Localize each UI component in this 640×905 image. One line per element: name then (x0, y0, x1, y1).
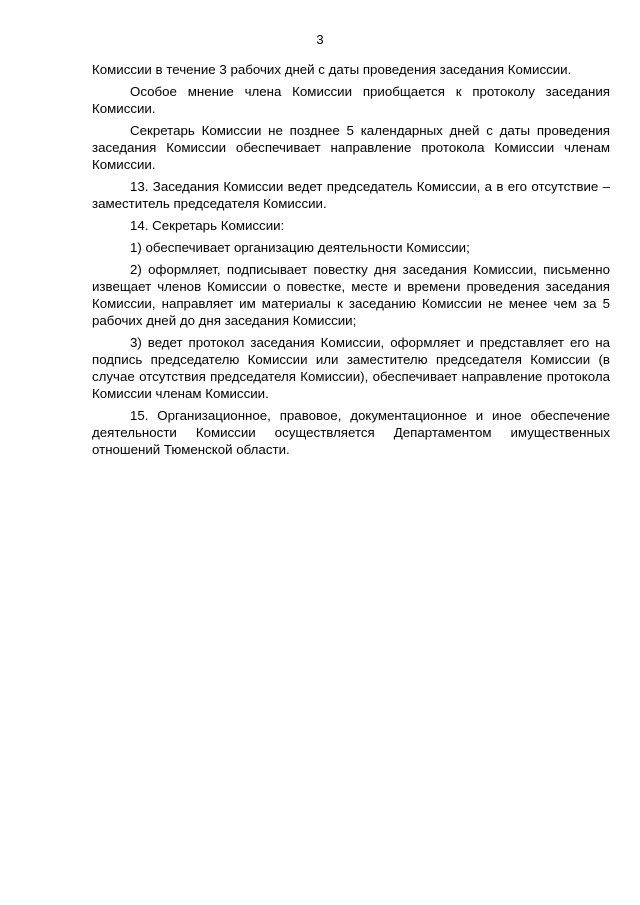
paragraph-item-14: 14. Секретарь Комиссии: (130, 218, 285, 233)
paragraph-item-14-1: 1) обеспечивает организацию деятельности Комиссии; (130, 240, 470, 255)
paragraph-continuation: Комиссии в течение 3 рабочих дней с даты проведения заседания Комиссии. (92, 62, 572, 77)
paragraph-dissenting-opinion: Особое мнение члена Комиссии приобщается к протоколу заседания Комиссии. (92, 84, 610, 116)
page-number: 3 (316, 32, 324, 47)
paragraph-item-15: 15. Организационное, правовое, документационное и иное обеспечение деятельности Комиссии осуществляется Департаментом имущественных отношений Тюменской области. (92, 408, 610, 457)
paragraph-protocol-sending: Секретарь Комиссии не позднее 5 календарных дней с даты проведения заседания Комиссии обеспечивает направление протокола Комиссии членам Комиссии. (92, 123, 610, 172)
document-body (92, 61, 610, 463)
paragraph-item-14-2: 2) оформляет, подписывает повестку дня заседания Комиссии, письменно извещает членов Комиссии о повестке, месте и времени проведения заседания Комиссии, направляет им материалы к заседанию Комиссии не менее чем за 5 рабочих дней до дня заседания Комиссии; (92, 262, 610, 328)
paragraph-item-14-3: 3) ведет протокол заседания Комиссии, оформляет и представляет его на подпись председателю Комиссии или заместителю председателя Комиссии (в случае отсутствия председателя Комиссии), обеспечивает направление протокола Комиссии членам Комиссии. (92, 335, 610, 401)
paragraph-item-13: 13. Заседания Комиссии ведет председатель Комиссии, а в его отсутствие – заместитель председателя Комиссии. (92, 179, 610, 211)
